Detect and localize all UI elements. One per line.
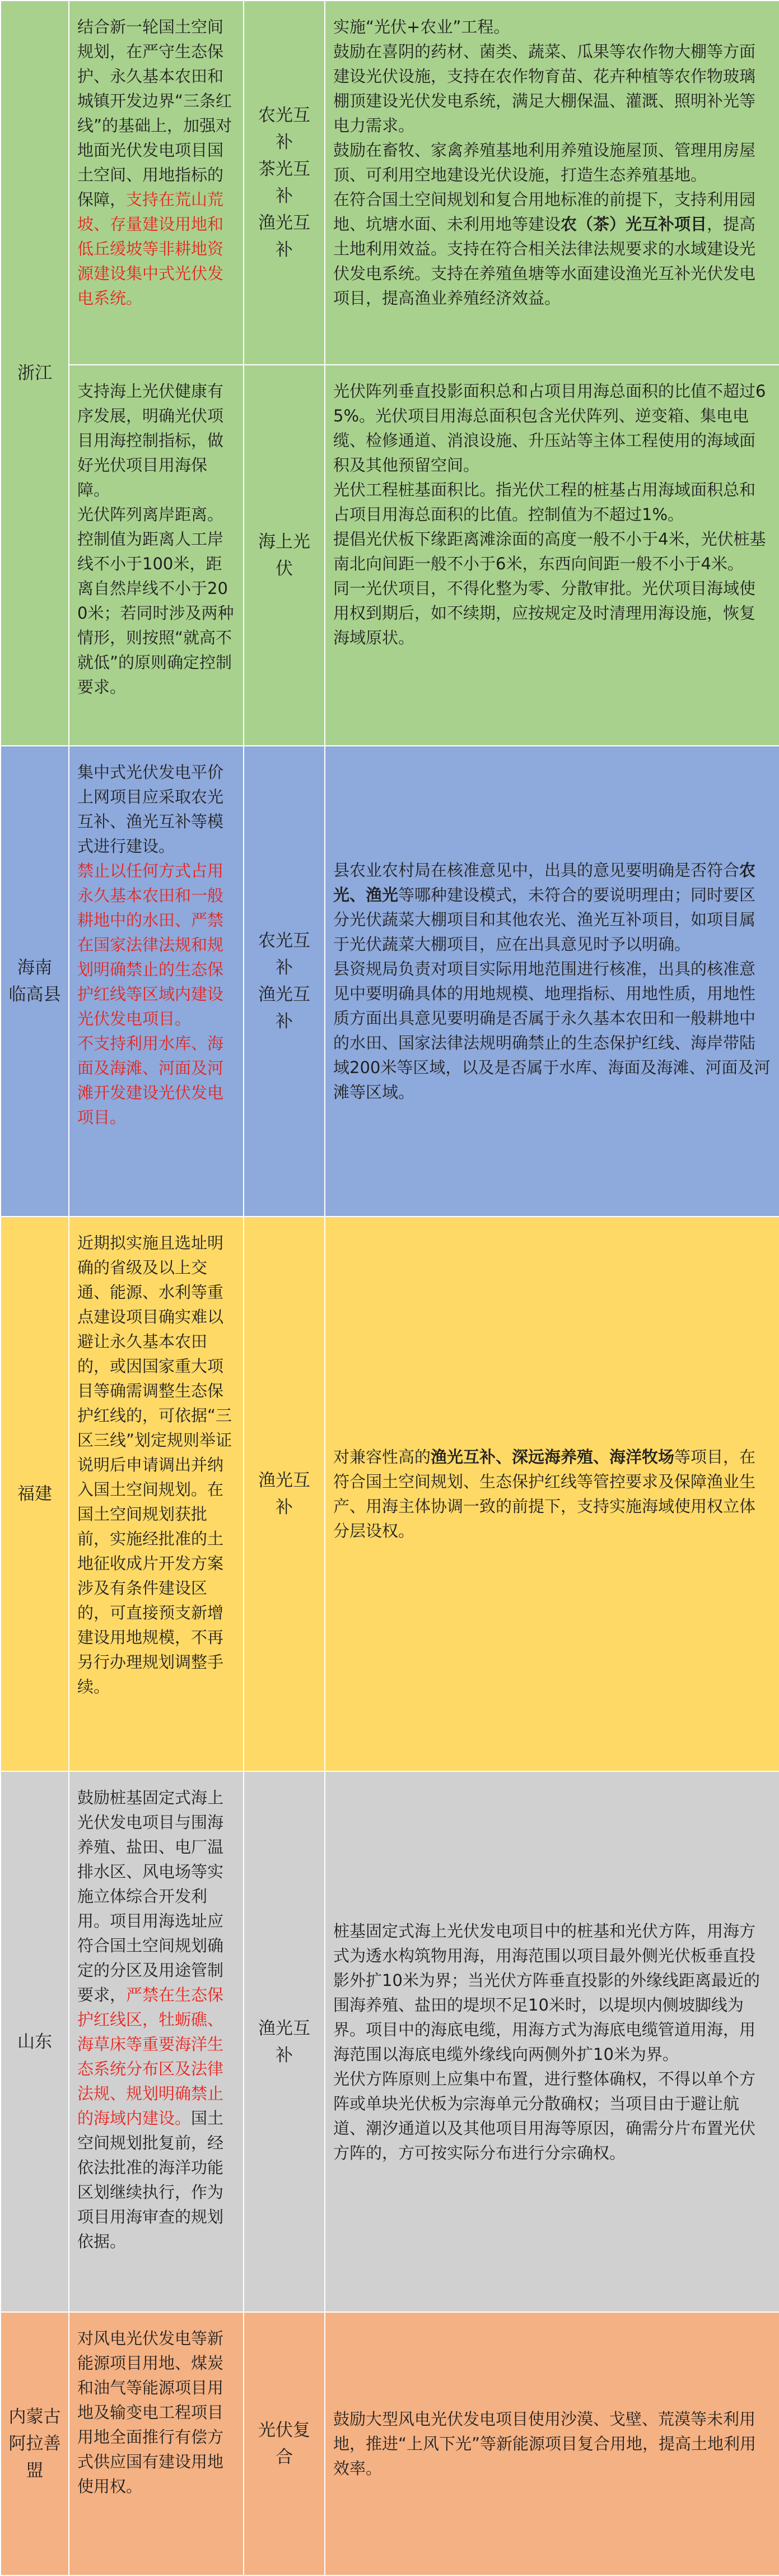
detail-text: 鼓励大型风电光伏发电项目使用沙漠、戈壁、荒漠等未利用地，推进“上风下光”等新能源项目复合用地，提高土地利用效率。 (333, 2410, 757, 2478)
region-label: 内蒙古 阿拉善 盟 (8, 2407, 61, 2481)
type-label: 渔光互补 (258, 1470, 310, 1517)
detail-text: 等哪种建设模式，未符合的要说明理由；同时要区分光伏蔬菜大棚项目和其他农光、渔光互补项目，如项目属于光伏蔬菜大棚项目，应在出具意见时予以明确。 (333, 885, 756, 954)
detail-paragraph: 提倡光伏板下缘距离滩涂面的高度一般不小于4米，光伏桩基南北向间距一般不小于6米，东西向间距一般不小于4米。 (333, 530, 766, 573)
detail-paragraph: 光伏方阵原则上应集中布置，进行整体确权，不得以单个方阵或单块光伏板为宗海单元分散确权；当项目由于避让航道、潮汐通道以及其他项目用海等原因，确需分片布置光伏方阵的，方可按实际分布进行分宗确权。 (333, 2069, 756, 2162)
type-label: 光伏复合 (258, 2420, 310, 2467)
policy-text: 对风电光伏发电等新能源项目用地、煤炭和油气等能源项目用地及输变电工程项目用地全面推行有偿方式供应国有建设用地使用权。 (77, 2329, 224, 2496)
detail-text: 等项目，在符合国土空间规划、生态保护红线等管控要求及保障渔业生产、用海主体协调一致的前提下，支持实施海域使用权立体分层设权。 (333, 1447, 756, 1540)
policy-text: 国土空间规划批复前，经依法批准的海洋功能区划继续执行，作为项目用海审查的规划依据。 (77, 2109, 224, 2251)
table-row-shandong (1, 1771, 779, 2312)
policy-highlight: 禁止以任何方式占用永久基本农田和一般耕地中的水田、严禁在国家法律法规和规划明确禁止的生态保护红线等区域内建设光伏发电项目。 (77, 861, 224, 1028)
type-cell-neimenggu (244, 2312, 325, 2575)
region-label: 海南 临高县 (8, 958, 61, 1005)
region-cell-hainan (1, 746, 69, 1217)
policy-highlight: 支持在荒山荒坡、存量建设用地和低丘缓坡等非耕地资源建设集中式光伏发电系统。 (77, 190, 224, 308)
type-cell-hainan (244, 746, 325, 1217)
policy-highlight: 严禁在生态保护红线区，牡蛎礁、海草床等重要海洋生态系统分布区及法律法规、规划明确禁止的海域内建设。 (77, 1985, 224, 2128)
table-row-hainan (1, 746, 779, 1217)
detail-paragraph: 县资规局负责对项目实际用地范围进行核准，出具的核准意见中要明确具体的用地规模、地理指标、用地性质，用地性质方面出具意见要明确是否属于永久基本农田和一般耕地中的水田、国家法律法规明确禁止的生态保护红线、海岸带陆域200米等区域，以及是否属于水库、海面及海滩、河面及河滩等区域。 (333, 959, 771, 1102)
detail-cell-hainan (325, 746, 779, 1217)
policy-paragraph: 支持海上光伏健康有序发展，明确光伏项目用海控制指标，做好光伏项目用海保障。 (77, 382, 224, 499)
table-row-neimenggu (1, 2312, 779, 2575)
policy-cell-zhejiang-1 (69, 1, 244, 365)
policy-cell-shandong (69, 1771, 244, 2312)
policy-cell-neimenggu (69, 2312, 244, 2575)
type-label: 农光互补 渔光互补 (258, 931, 310, 1032)
type-cell-fujian (244, 1217, 325, 1771)
table-row-zhejiang-1 (1, 1, 779, 365)
policy-cell-zhejiang-2 (69, 365, 244, 746)
detail-paragraph (333, 187, 771, 310)
table-row-fujian (1, 1217, 779, 1771)
detail-cell-zhejiang-2 (325, 365, 779, 746)
detail-paragraph: 同一光伏项目，不得化整为零、分散审批。光伏项目海域使用权到期后，如不续期，应按规定及时清理用海设施，恢复海域原状。 (333, 579, 756, 647)
policy-text: 在国土空间规划获批前，实施经批准的土地征收成片开发方案涉及有条件建设区的，可直接预支新增建设用地规模，不再另行办理规划调整手续。 (77, 1480, 224, 1696)
policy-text: 结合新一轮国土空间规划，在严守生态保护、永久基本农田和城镇开发边界“三条红线”的基础上，加强对地面光伏发电项目国土空间、用地指标的保障， (77, 17, 232, 209)
type-label: 农光互补 茶光互补 渔光互补 (258, 105, 310, 260)
policy-text: 鼓励桩基固定式海上光伏发电项目与围海养殖、盐田、电厂温排水区、风电场等实施立体综合开发利用。项目用海选址应符合国土空间规划确定的分区及用途管制要求， (77, 1788, 224, 2004)
detail-text: ，提高土地利用效益。支持在符合相关法律法规要求的水域建设光伏发电系统。支持在养殖鱼塘等水面建设渔光互补光伏发电项目，提高渔业养殖经济效益。 (333, 215, 756, 308)
policy-highlight: 不支持利用水库、海面及海滩、河面及河滩开发建设光伏发电项目。 (77, 1034, 224, 1127)
detail-cell-neimenggu (325, 2312, 779, 2575)
policy-cell-hainan (69, 746, 244, 1217)
detail-text: 在符合国土空间规划和复合用地标准的前提下，支持利用园地、坑塘水面、未利用地等建设 (333, 190, 756, 234)
region-cell-fujian (1, 1217, 69, 1771)
region-cell-neimenggu (1, 2312, 69, 2575)
type-cell-zhejiang-1 (244, 1, 325, 365)
region-label: 福建 (17, 1484, 52, 1504)
type-label: 海上光伏 (258, 532, 310, 579)
detail-paragraph: 桩基固定式海上光伏发电项目中的桩基和光伏方阵，用海方式为透水构筑物用海，用海范围以项目最外侧光伏板垂直投影外扩10米为界；当光伏方阵垂直投影的外缘线距离最近的围海养殖、盐田的堤坝不足10米时，以堤坝内侧坡脚线为界。项目中的海底电缆，用海方式为海底电缆管道用海，用海范围以海底电缆外缘线向两侧外扩10米为界。 (333, 1921, 760, 2064)
region-cell-zhejiang (1, 1, 69, 746)
region-label: 浙江 (17, 363, 52, 383)
detail-text: 对兼容性高的 (333, 1447, 431, 1466)
policy-cell-fujian (69, 1217, 244, 1771)
detail-text: 县农业农村局在核准意见中，出具的意见要明确是否符合 (333, 861, 740, 880)
detail-bold: 渔光互补、深远海养殖、海洋牧场 (431, 1447, 675, 1466)
detail-paragraph: 实施“光伏+农业”工程。 (333, 17, 510, 36)
policy-paragraph: 光伏阵列离岸距离。控制值为距离人工岸线不小于100米，距离自然岸线不小于200米；若同时涉及两种情形，则按照“就高不就低”的原则确定控制要求。 (77, 505, 234, 697)
type-cell-shandong (244, 1771, 325, 2312)
detail-cell-zhejiang-1 (325, 1, 779, 365)
region-cell-shandong (1, 1771, 69, 2312)
policy-paragraph: 集中式光伏发电平价上网项目应采取农光互补、渔光互补等模式进行建设。 (77, 763, 224, 856)
detail-cell-fujian (325, 1217, 779, 1771)
detail-paragraph: 光伏工程桩基面积比。指光伏工程的桩基占用海域面积总和占项目用海总面积的比值。控制值为不超过1%。 (333, 480, 756, 524)
detail-paragraph: 光伏阵列垂直投影面积总和占项目用海总面积的比值不超过65%。光伏项目用海总面积包含光伏阵列、逆变箱、集电电缆、检修通道、消浪设施、升压站等主体工程使用的海域面积及其他预留空间。 (333, 382, 766, 475)
table-row-zhejiang-2 (1, 365, 779, 746)
type-cell-zhejiang-2 (244, 365, 325, 746)
detail-bold: 农光、渔光 (333, 861, 756, 904)
region-label: 山东 (17, 2031, 52, 2052)
detail-paragraph (333, 1445, 771, 1543)
policy-text: 近期拟实施且选址明确的省级及以上交通、能源、水利等重点建设项目确实难以避让永久基本农田的，或因国家重大项目等确需调整生态保护红线的，可依据“三区三线”划定规则举证说明后申请调出并纳入国土空间规划。 (77, 1233, 232, 1499)
detail-bold: 农（茶）光互补项目 (561, 215, 707, 234)
type-label: 渔光互补 (258, 2018, 310, 2066)
detail-paragraph (333, 858, 771, 957)
detail-paragraph: 鼓励在畜牧、家禽养殖基地利用养殖设施屋顶、管理用房屋顶、可利用空地建设光伏设施，打造生态养殖基地。 (333, 141, 756, 184)
detail-paragraph: 鼓励在喜阴的药材、菌类、蔬菜、瓜果等农作物大棚等方面建设光伏设施，支持在农作物育苗、花卉种植等农作物玻璃棚顶建设光伏发电系统，满足大棚保温、灌溉、照明补光等电力需求。 (333, 42, 756, 135)
detail-cell-shandong (325, 1771, 779, 2312)
